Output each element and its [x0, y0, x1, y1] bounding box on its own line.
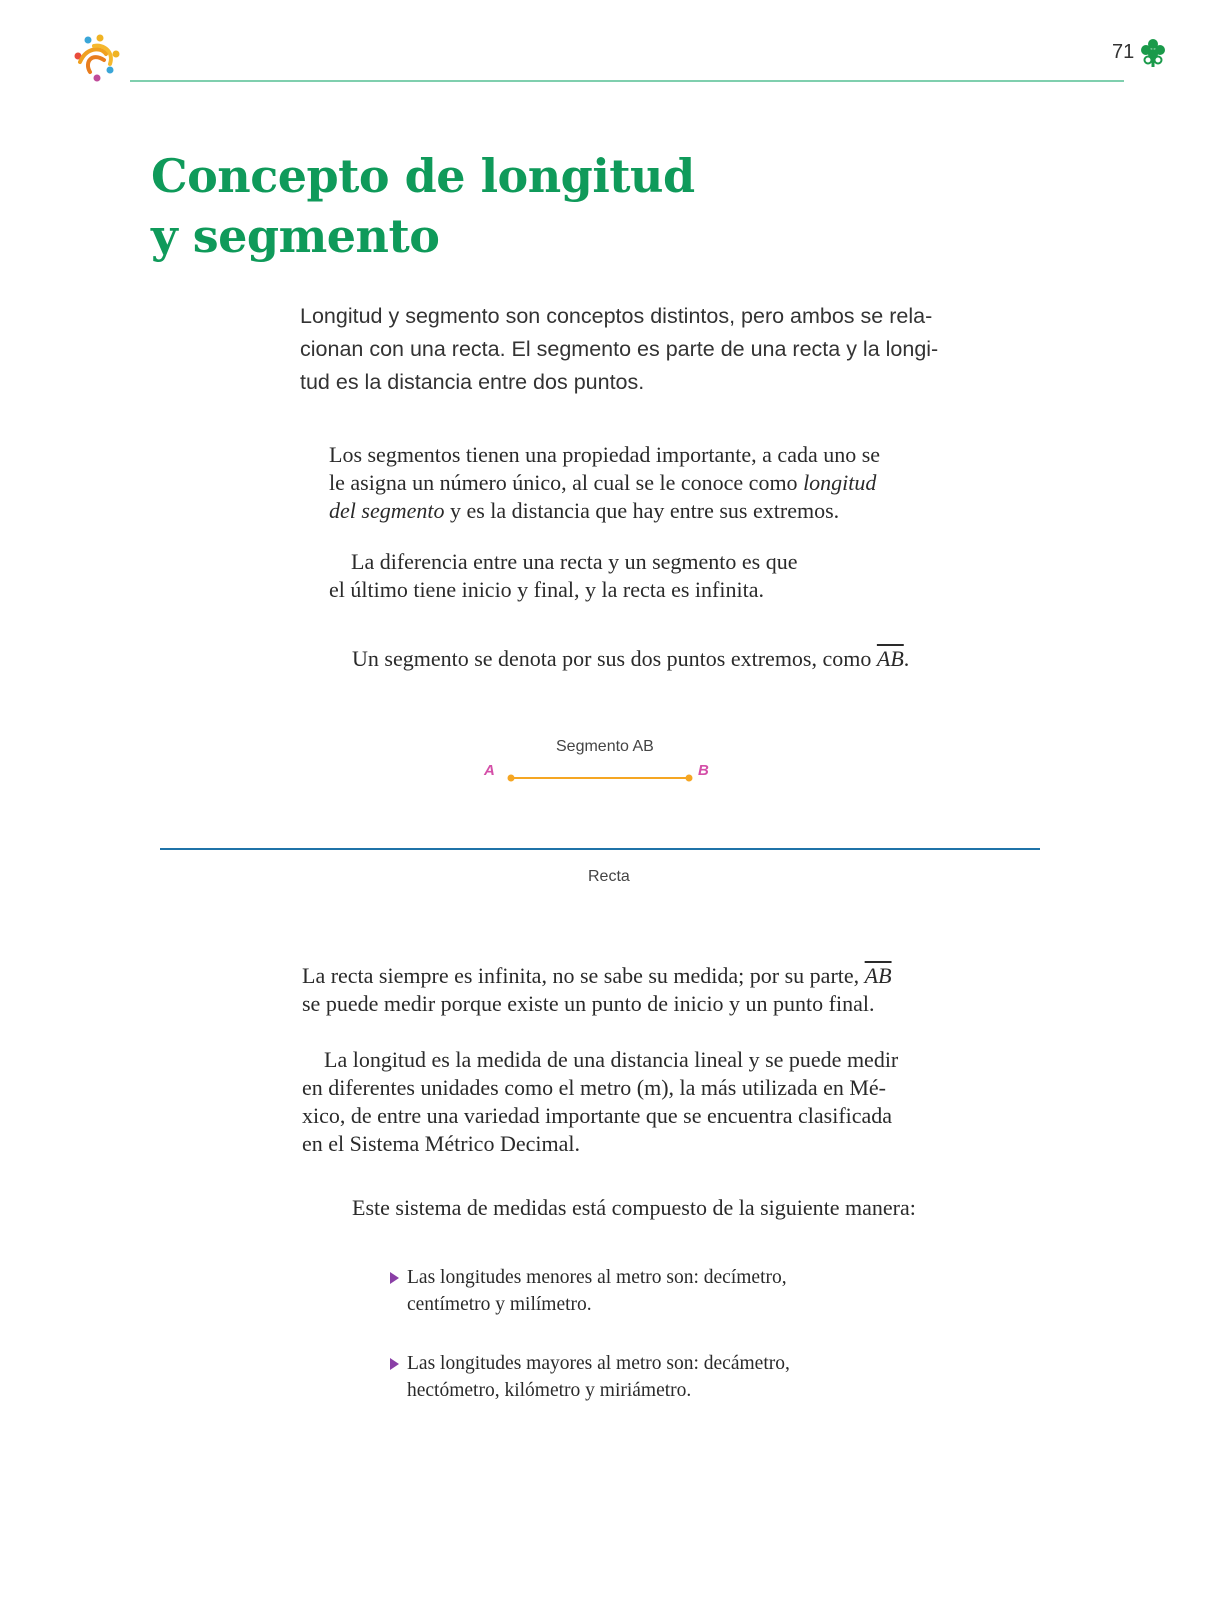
intro-line: cionan con una recta. El segmento es parte de una recta y la longi-: [300, 337, 939, 361]
intro-line: tud es la distancia entre dos puntos.: [300, 370, 645, 394]
paragraph-system-intro: Este sistema de medidas está compuesto de la siguiente manera:: [352, 1195, 916, 1220]
list-item-line: centímetro y milímetro.: [407, 1294, 592, 1315]
paragraph-line: [302, 962, 892, 990]
paragraph-text: Un segmento se denota por sus dos puntos extremos, como: [352, 646, 877, 671]
header-rule: [130, 80, 1124, 82]
segment-notation: $\overline{AB}$: [864, 963, 892, 988]
paragraph-segment-property: [329, 441, 880, 525]
segment-notation: $\overline{AB}$: [876, 646, 904, 671]
list-item: [407, 1264, 787, 1318]
tree-emblem-icon: [1140, 38, 1166, 68]
paragraph-text: La recta siempre es infinita, no se sabe su medida; por su parte,: [302, 963, 865, 988]
intro-paragraph: [300, 300, 970, 399]
paragraph-line: Los segmentos tienen una propiedad importante, a cada uno se: [329, 442, 881, 467]
page-number: 71: [1112, 41, 1135, 63]
paragraph-line: en el Sistema Métrico Decimal.: [302, 1131, 580, 1156]
term-emphasis: del segmento: [329, 498, 445, 523]
point-a-label: A: [484, 762, 495, 779]
paragraph-text: .: [903, 646, 910, 671]
paragraph-line-infinite: [302, 962, 892, 1018]
paragraph-line: [329, 469, 880, 497]
list-item: [407, 1350, 790, 1404]
segment-ab-figure: [505, 772, 695, 784]
paragraph-line: en diferentes unidades como el metro (m), la más utilizada en Mé-: [302, 1075, 887, 1100]
paragraph-line: La diferencia entre una recta y un segmento es que: [351, 549, 798, 574]
paragraph-text: y es la distancia que hay entre sus extremos.: [444, 498, 840, 523]
point-b-dot: [686, 775, 693, 782]
term-emphasis: longitud: [803, 470, 877, 495]
paragraph-line: xico, de entre una variedad importante que se encuentra clasificada: [302, 1103, 893, 1128]
bullet-marker-icon: [390, 1358, 399, 1370]
paragraph-text: le asigna un número único, al cual se le conoce como: [329, 470, 804, 495]
paragraph-length-units: [302, 1046, 898, 1158]
line-label: Recta: [588, 868, 630, 885]
point-a-dot: [508, 775, 515, 782]
paragraph-notation: [352, 645, 909, 673]
list-item-line: Las longitudes mayores al metro son: decámetro,: [407, 1353, 790, 1374]
page-title: [151, 146, 695, 266]
segment-label: Segmento AB: [556, 738, 654, 755]
paragraph-line: se puede medir porque existe un punto de inicio y un punto final.: [302, 991, 875, 1016]
paragraph-line: [329, 497, 880, 525]
page-title-line-1: Concepto de longitud: [151, 149, 695, 203]
paragraph-line: el último tiene inicio y final, y la recta es infinita.: [329, 577, 764, 602]
bullet-marker-icon: [390, 1272, 399, 1284]
intro-line: Longitud y segmento son conceptos distintos, pero ambos se rela-: [300, 304, 933, 328]
point-b-label: B: [698, 762, 709, 779]
paragraph-difference: [329, 548, 798, 604]
paragraph-line: La longitud es la medida de una distancia lineal y se puede medir: [324, 1047, 899, 1072]
paragraph-line: [352, 645, 909, 673]
line-figure: [160, 848, 1040, 850]
list-item-line: Las longitudes menores al metro son: decímetro,: [407, 1267, 787, 1288]
page-title-line-2: y segmento: [151, 209, 440, 263]
list-item-line: hectómetro, kilómetro y miriámetro.: [407, 1380, 692, 1401]
series-logo-icon: [70, 34, 126, 84]
